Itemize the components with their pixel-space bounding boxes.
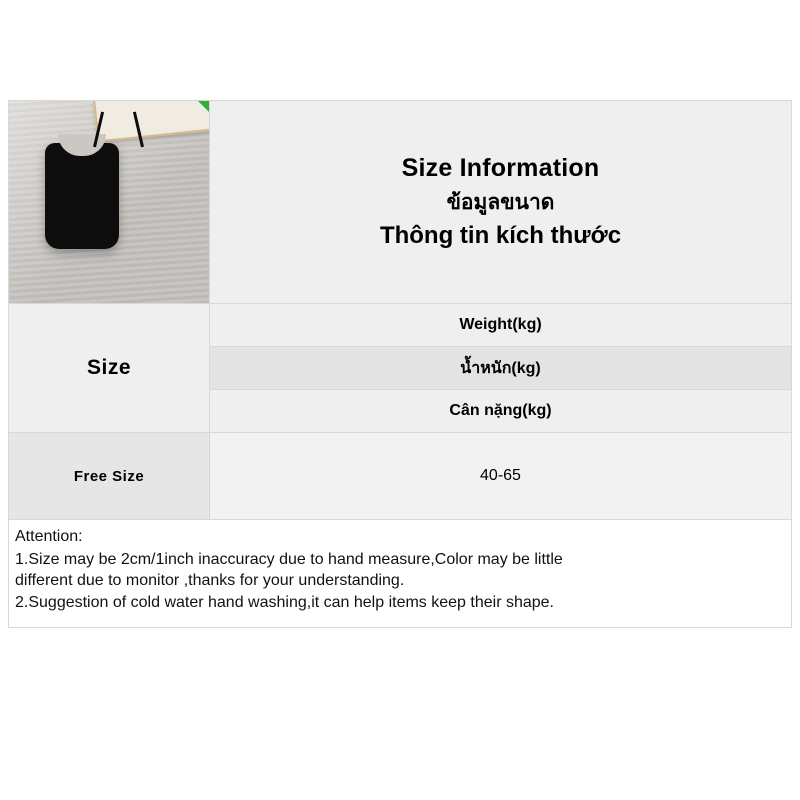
column-header-weight [210,304,791,432]
title-row [9,101,791,304]
product-photo [9,101,210,303]
table-header-row [9,304,791,433]
column-header-size: Size [9,304,210,432]
green-corner-marker [198,101,209,112]
attention-line-2: different due to monitor ,thanks for your understanding. [15,572,405,590]
attention-title: Attention: [15,528,83,545]
title-english: Size Information [401,154,600,182]
column-header-weight-vietnamese: Cân nặng(kg) [210,390,791,432]
column-header-weight-thai: น้ำหนัก(kg) [210,347,791,390]
size-information-card [8,100,792,628]
title-vietnamese: Thông tin kích thước [379,222,622,249]
cell-size-value: Free Size [9,433,210,519]
attention-line-3: 2.Suggestion of cold water hand washing,it can help items keep their shape. [15,593,554,611]
camisole-garment [45,143,119,249]
column-header-weight-english: Weight(kg) [210,304,791,347]
attention-line-1: 1.Size may be 2cm/1inch inaccuracy due to hand measure,Color may be little [15,550,563,568]
title-thai: ข้อมูลขนาด [446,191,555,214]
table-row [9,433,791,520]
attention-block [9,520,791,627]
title-block [210,101,791,303]
cell-weight-value: 40-65 [210,433,791,519]
